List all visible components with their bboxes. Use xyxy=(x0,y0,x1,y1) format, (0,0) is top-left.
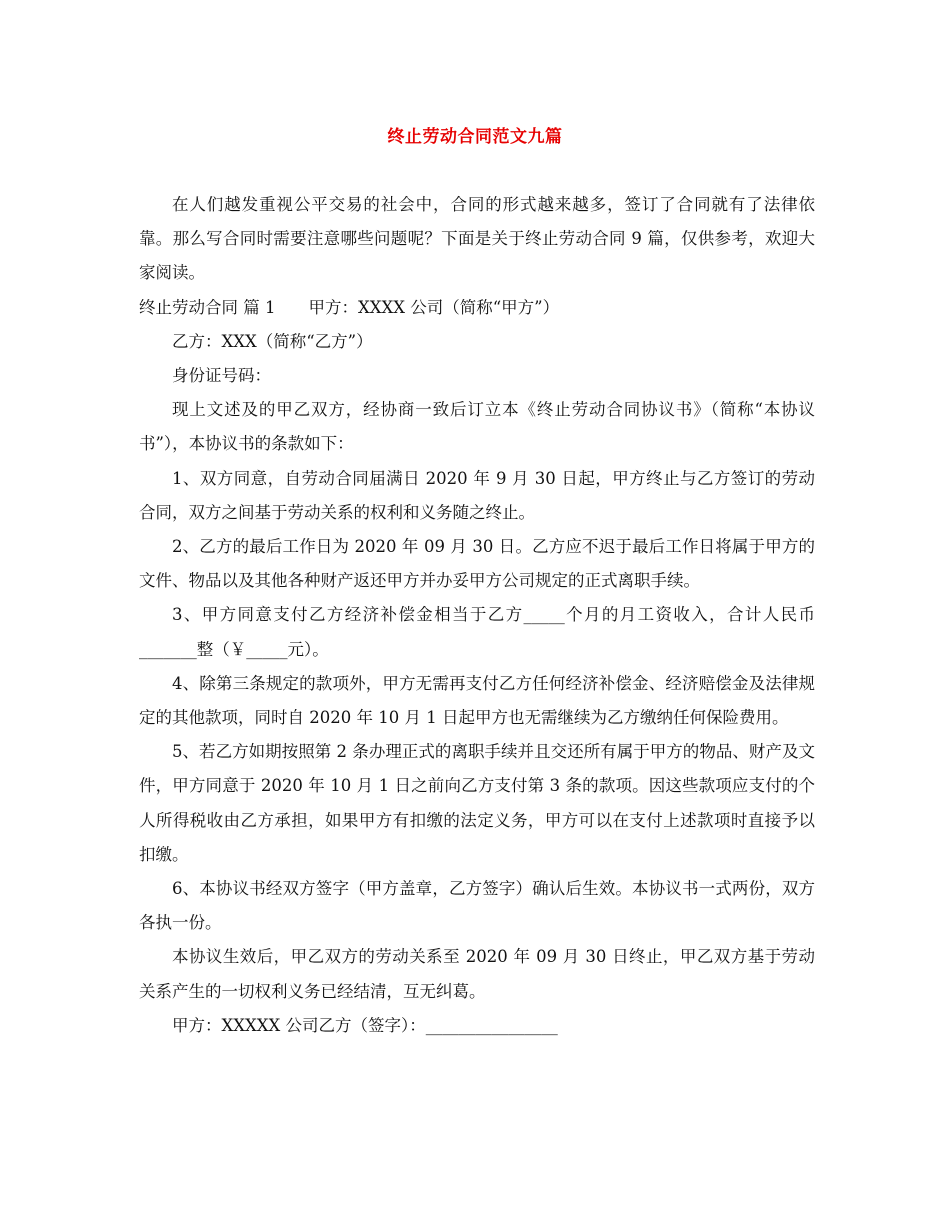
clause-4: 4、除第三条规定的款项外，甲方无需再支付乙方任何经济补偿金、经济赔偿金及法律规定的其他款项，同时自 2020 年 10 月 1 日起甲方也无需继续为乙方缴纳任何保险费用。 xyxy=(139,673,815,728)
clause-2: 2、乙方的最后工作日为 2020 年 09 月 30 日。乙方应不迟于最后工作日将属于甲方的文件、物品以及其他各种财产返还甲方并办妥甲方公司规定的正式离职手续。 xyxy=(139,537,815,591)
contract-heading-line: 终止劳动合同 篇 1 甲方：XXXX 公司（简称“甲方”） xyxy=(139,297,560,317)
clause-6: 6、本协议书经双方签字（甲方盖章，乙方签字）确认后生效。本协议书一式两份，双方各执一份。 xyxy=(139,879,815,933)
clause-3: 3、甲方同意支付乙方经济补偿金相当于乙方_____个月的月工资收入，合计人民币_______整（￥_____元）。 xyxy=(139,605,815,659)
clause-5: 5、若乙方如期按照第 2 条办理正式的离职手续并且交还所有属于甲方的物品、财产及文件，甲方同意于 2020 年 10 月 1 日之前向乙方支付第 3 条的款项。因这些款项应支付的个人所得税收由乙方承担，如果甲方有扣缴的法定义务，甲方可以在支付上述款项时直接予以扣缴。 xyxy=(139,742,815,864)
id-number-line: 身份证号码： xyxy=(172,366,271,386)
document-body xyxy=(139,188,815,1043)
party-b-line: 乙方：XXX（简称“乙方”） xyxy=(172,331,373,351)
document-title: 终止劳动合同范文九篇 xyxy=(387,127,563,147)
preamble-paragraph: 现上文述及的甲乙双方，经协商一致后订立本《终止劳动合同协议书》（简称“本协议书”），本协议书的条款如下： xyxy=(139,400,815,454)
signature-line: 甲方：XXXXX 公司乙方（签字）：________________ xyxy=(172,1015,558,1035)
effect-paragraph: 本协议生效后，甲乙双方的劳动关系至 2020 年 09 月 30 日终止，甲乙双方基于劳动关系产生的一切权利义务已经结清，互无纠葛。 xyxy=(139,947,815,1001)
intro-paragraph: 在人们越发重视公平交易的社会中，合同的形式越来越多，签订了合同就有了法律依靠。那么写合同时需要注意哪些问题呢？下面是关于终止劳动合同 9 篇，仅供参考，欢迎大家阅读。 xyxy=(139,195,815,283)
clause-1: 1、双方同意，自劳动合同届满日 2020 年 9 月 30 日起，甲方终止与乙方签订的劳动合同，双方之间基于劳动关系的权利和义务随之终止。 xyxy=(139,468,815,522)
